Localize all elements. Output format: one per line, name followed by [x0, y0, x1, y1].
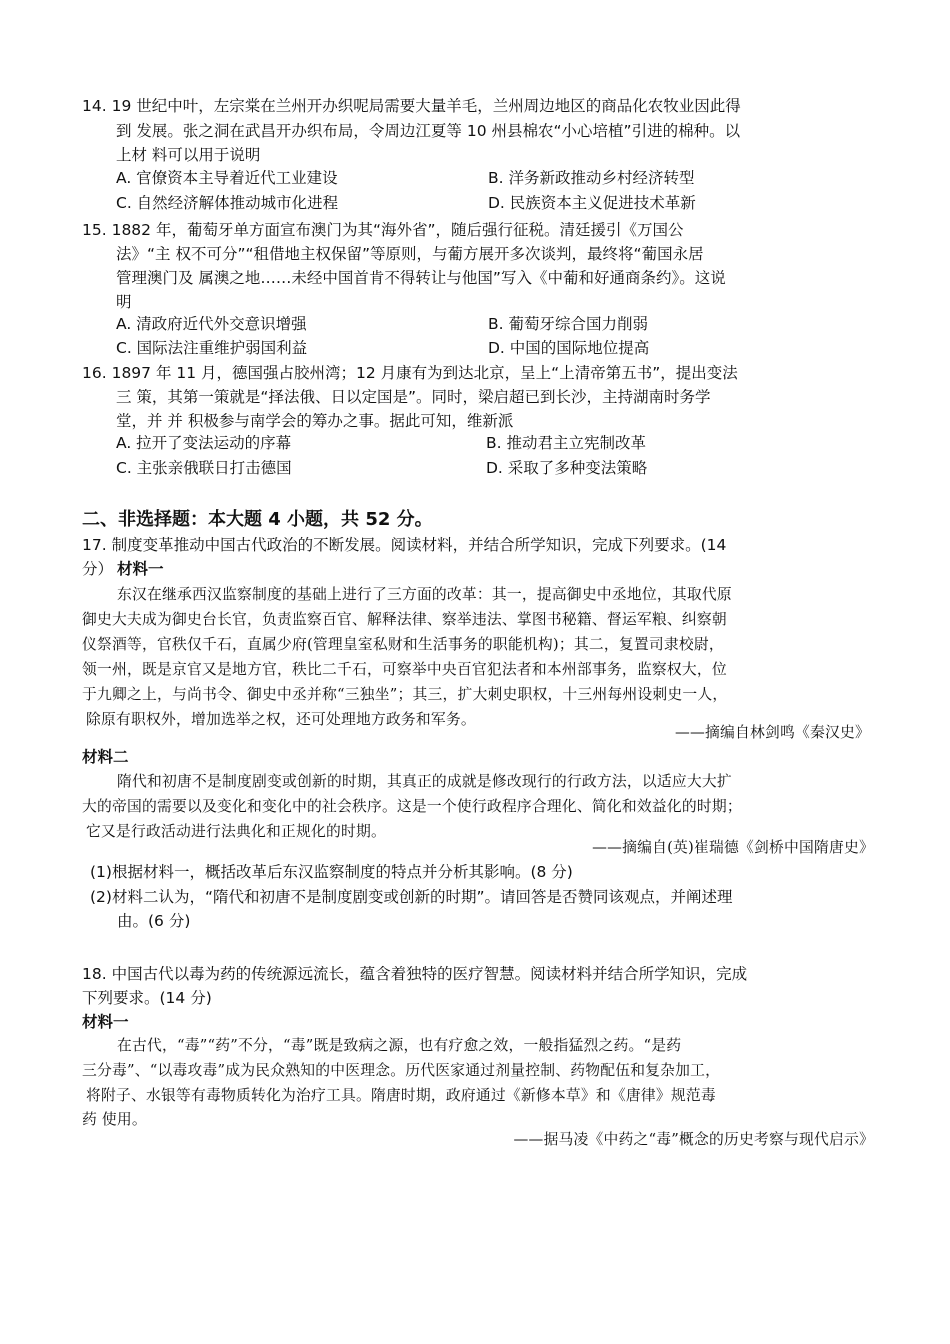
q18-m1-line-3: 将附子、水银等有毒物质转化为治疗工具。隋唐时期，政府通过《新修本草》和《唐律》规范毒 [86, 1087, 716, 1104]
q15-line-1: 15. 1882 年，葡萄牙单方面宣布澳门为其“海外省”，随后强行征税。清廷援引《万国公 [82, 221, 684, 239]
q18-m1-line-1: 在古代，“毒”“药”不分，“毒”既是致病之源，也有疗愈之效，一般指猛烈之药。“是药 [117, 1037, 682, 1054]
q17-m1-line-4: 领一州，既是京官又是地方官，秩比二千石，可察举中央百官犯法者和本州部事务，监察权大，位 [82, 661, 727, 678]
q16-option-b[interactable]: B. 推动君主立宪制改革 [486, 434, 646, 452]
q16-line-1: 16. 1897 年 11 月，德国强占胶州湾；12 月康有为到达北京，呈上“上清帝第五书”，提出变法 [82, 364, 738, 382]
q17-sub-question-2-line-1: (2)材料二认为，“隋代和初唐不是制度剧变或创新的时期”。请回答是否赞同该观点，并阐述理 [90, 888, 733, 906]
q17-m1-line-3: 仪祭酒等，官秩仅千石，直属少府(管理皇室私财和生活事务的职能机构)；其二，复置司隶校尉， [82, 636, 724, 653]
section2-title: 二、非选择题：本大题 4 小题，共 52 分。 [82, 509, 433, 530]
q16-line-2: 三 策，其第一策就是“择法俄、日以定国是”。同时，梁启超已到长沙，主持湖南时务学 [116, 388, 711, 406]
q16-option-c[interactable]: C. 主张亲俄联日打击德国 [116, 459, 292, 477]
q15-line-2: 法》“主 权不可分”“租借地主权保留”等原则，与葡方展开多次谈判，最终将“葡国永居 [116, 245, 704, 263]
q14-option-c[interactable]: C. 自然经济解体推动城市化进程 [116, 194, 339, 212]
q17-sub-question-1: (1)根据材料一，概括改革后东汉监察制度的特点并分析其影响。(8 分) [90, 863, 573, 881]
q14-option-d[interactable]: D. 民族资本主义促进技术革新 [488, 194, 696, 212]
q18-material-1-title: 材料一 [82, 1013, 129, 1031]
q16-option-a[interactable]: A. 拉开了变法运动的序幕 [116, 434, 292, 452]
q15-line-4: 明 [116, 293, 132, 311]
q18-intro-line-1: 18. 中国古代以毒为药的传统源远流长，蕴含着独特的医疗智慧。阅读材料并结合所学知识，完成 [82, 965, 748, 983]
q15-option-b[interactable]: B. 葡萄牙综合国力削弱 [488, 315, 648, 333]
q16-line-3: 堂，并 并 积极参与南学会的筹办之事。据此可知，维新派 [116, 412, 514, 430]
q16-option-d[interactable]: D. 采取了多种变法策略 [486, 459, 648, 477]
q17-material-1-title: 材料一 [117, 560, 164, 578]
q17-m2-line-1: 隋代和初唐不是制度剧变或创新的时期，其真正的成就是修改现行的行政方法，以适应大大扩 [117, 773, 732, 790]
q14-option-a[interactable]: A. 官僚资本主导着近代工业建设 [116, 169, 338, 187]
q18-m1-line-4: 药 使用。 [82, 1111, 147, 1128]
q14-option-b[interactable]: B. 洋务新政推动乡村经济转型 [488, 169, 695, 187]
q17-m1-line-5: 于九卿之上，与尚书令、御史中丞并称“三独坐”；其三，扩大刺史职权，十三州每州设刺史一人， [82, 686, 728, 703]
q17-m1-line-1: 东汉在继承西汉监察制度的基础上进行了三方面的改革：其一，提高御史中丞地位，其取代原 [117, 586, 732, 603]
q17-m2-line-3: 它又是行政活动进行法典化和正规化的时期。 [86, 823, 386, 840]
q15-option-c[interactable]: C. 国际法注重维护弱国利益 [116, 339, 308, 357]
q17-intro-line-2: 分） [82, 560, 114, 578]
q17-sub-question-2-line-2: 由。(6 分) [117, 912, 191, 930]
q17-m1-source: ——摘编自林剑鸣《秦汉史》 [675, 724, 870, 741]
q17-m2-source: ——摘编自(英)崔瑞德《剑桥中国隋唐史》 [592, 839, 874, 856]
q18-intro-line-2: 下列要求。(14 分) [82, 989, 212, 1007]
q17-intro-line-1: 17. 制度变革推动中国古代政治的不断发展。阅读材料，并结合所学知识，完成下列要求。(14 [82, 536, 727, 554]
q14-line-3: 上材 料可以用于说明 [116, 146, 261, 164]
q15-option-a[interactable]: A. 清政府近代外交意识增强 [116, 315, 307, 333]
q17-material-2-title: 材料二 [82, 748, 129, 766]
q17-m2-line-2: 大的帝国的需要以及变化和变化中的社会秩序。这是一个使行政程序合理化、简化和效益化的时期； [82, 798, 742, 815]
q14-line-1: 14. 19 世纪中叶，左宗棠在兰州开办织呢局需要大量羊毛，兰州周边地区的商品化农牧业因此得 [82, 97, 741, 115]
q15-option-d[interactable]: D. 中国的国际地位提高 [488, 339, 650, 357]
q15-line-3: 管理澳门及 属澳之地……未经中国首肯不得转让与他国”写入《中葡和好通商条约》。这说 [116, 269, 726, 287]
q18-m1-line-2: 三分毒”、“以毒攻毒”成为民众熟知的中医理念。历代医家通过剂量控制、药物配伍和复杂加工， [82, 1062, 721, 1079]
q17-m1-line-2: 御史大夫成为御史台长官，负责监察百官、解释法律、察举违法、掌图书秘籍、督运军粮、纠察朝 [82, 611, 727, 628]
q14-line-2: 到 发展。张之洞在武昌开办织布局，令周边江夏等 10 州县棉农“小心培植”引进的棉种。以 [116, 122, 741, 140]
q17-m1-line-6: 除原有职权外，增加选举之权，还可处理地方政务和军务。 [86, 711, 476, 728]
q18-m1-source: ——据马凌《中药之“毒”概念的历史考察与现代启示》 [513, 1131, 874, 1148]
